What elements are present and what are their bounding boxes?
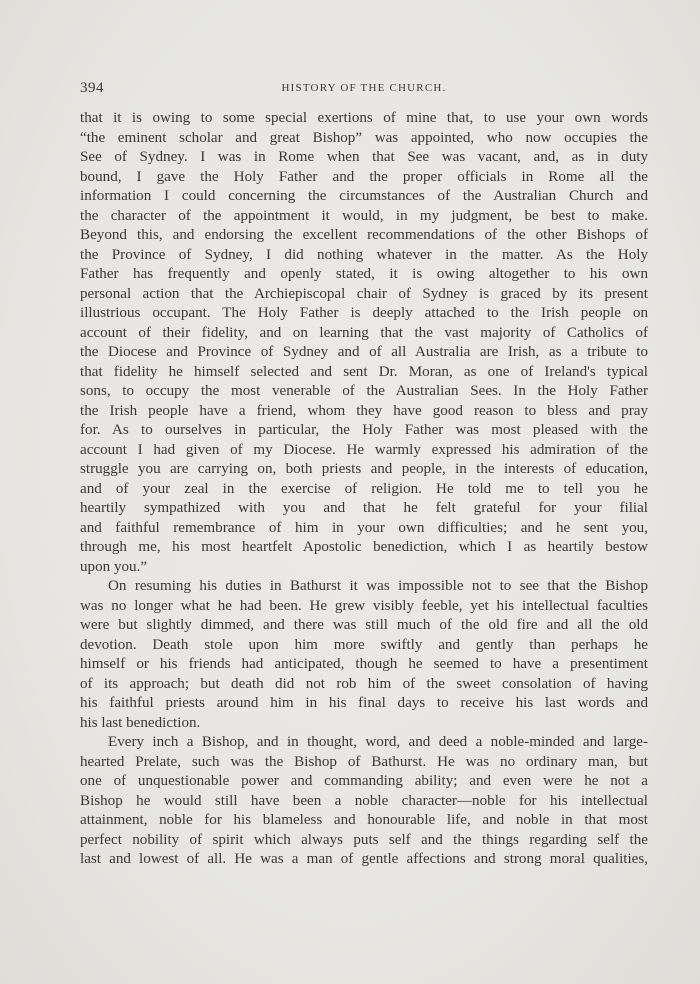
text-line: illustrious occupant. The Holy Father is deeply attached to the Irish people on xyxy=(80,305,648,321)
text-line: account I had given of my Diocese. He warmly expressed his admiration of the xyxy=(80,441,648,458)
text-line: Father has frequently and openly stated, it is owing altogether to his own xyxy=(80,266,648,282)
text-line: personal action that the Archiepiscopal chair of Sydney is graced by its present xyxy=(80,285,648,302)
text-line: that it is owing to some special exertions of mine that, to use your own words xyxy=(80,110,648,126)
text-line: through me, his most heartfelt Apostolic benediction, which I as heartily bestow xyxy=(80,539,648,555)
text-line: one of unquestionable power and commanding ability; and even were he not a xyxy=(80,773,648,789)
text-line: himself or his friends had anticipated, though he seemed to have a presentiment xyxy=(80,656,648,672)
text-line: struggle you are carrying on, both priests and people, in the interests of education, xyxy=(80,461,648,477)
text-line: that fidelity he himself selected and sent Dr. Moran, as one of Ireland's typical xyxy=(80,363,648,380)
text-line: Beyond this, and endorsing the excellent recommendations of the other Bishops of xyxy=(80,227,648,243)
text-line: the Province of Sydney, I did nothing whatever in the matter. As the Holy xyxy=(80,246,648,263)
text-line: On resuming his duties in Bathurst it was impossible not to see that the Bishop xyxy=(108,578,648,594)
text-line: See of Sydney. I was in Rome when that See was vacant, and, as in duty xyxy=(80,149,648,165)
text-line: account of their fidelity, and on learning that the vast majority of Catholics of xyxy=(80,324,648,341)
text-line: devotion. Death stole upon him more swiftly and gently than perhaps he xyxy=(80,636,648,653)
text-line: attainment, noble for his blameless and honourable life, and noble in that most xyxy=(80,812,648,828)
text-line: his faithful priests around him in his final days to receive his last words and xyxy=(80,695,648,711)
text-line: sons, to occupy the most venerable of the Australian Sees. In the Holy Father xyxy=(80,383,648,399)
text-line: “the eminent scholar and great Bishop” was appointed, who now occupies the xyxy=(80,129,648,146)
running-title: HISTORY OF THE CHURCH. xyxy=(281,82,447,94)
text-line: of its approach; but death did not rob him of the sweet consolation of having xyxy=(80,675,648,692)
text-line: the Irish people have a friend, whom they have good reason to bless and pray xyxy=(80,402,648,419)
text-line: the character of the appointment it would, in my judgment, be best to make. xyxy=(80,207,648,224)
text-line: his last benediction. xyxy=(80,714,201,731)
text-line: for. As to ourselves in particular, the Holy Father was most pleased with the xyxy=(80,422,648,438)
body-text xyxy=(80,109,648,870)
text-line: Every inch a Bishop, and in thought, word, and deed a noble-minded and large- xyxy=(108,734,648,750)
text-line: Bishop he would still have been a noble character—noble for his intellectual xyxy=(80,792,648,809)
text-line: upon you.” xyxy=(80,558,148,575)
text-line: were but slightly dimmed, and there was still much of the old fire and all the old xyxy=(80,617,648,633)
text-line: heartily sympathized with you and that he felt grateful for your filial xyxy=(80,500,648,516)
text-line: the Diocese and Province of Sydney and of all Australia are Irish, as a tribute to xyxy=(80,344,648,360)
text-line: and of your zeal in the exercise of religion. He told me to tell you he xyxy=(80,480,648,497)
text-line: hearted Prelate, such was the Bishop of Bathurst. He was no ordinary man, but xyxy=(80,753,648,770)
text-line: was no longer what he had been. He grew visibly feeble, yet his intellectual faculties xyxy=(80,597,648,614)
text-line: perfect nobility of spirit which always puts self and the things regarding self the xyxy=(80,831,648,848)
page-header xyxy=(80,80,648,100)
text-line: last and lowest of all. He was a man of gentle affections and strong moral qualities, xyxy=(80,851,648,867)
page-number: 394 xyxy=(80,80,104,96)
text-line: bound, I gave the Holy Father and the proper officials in Rome all the xyxy=(80,168,648,185)
text-line: and faithful remembrance of him in your own difficulties; and he sent you, xyxy=(80,519,648,536)
text-line: information I could concerning the circumstances of the Australian Church and xyxy=(80,188,648,204)
